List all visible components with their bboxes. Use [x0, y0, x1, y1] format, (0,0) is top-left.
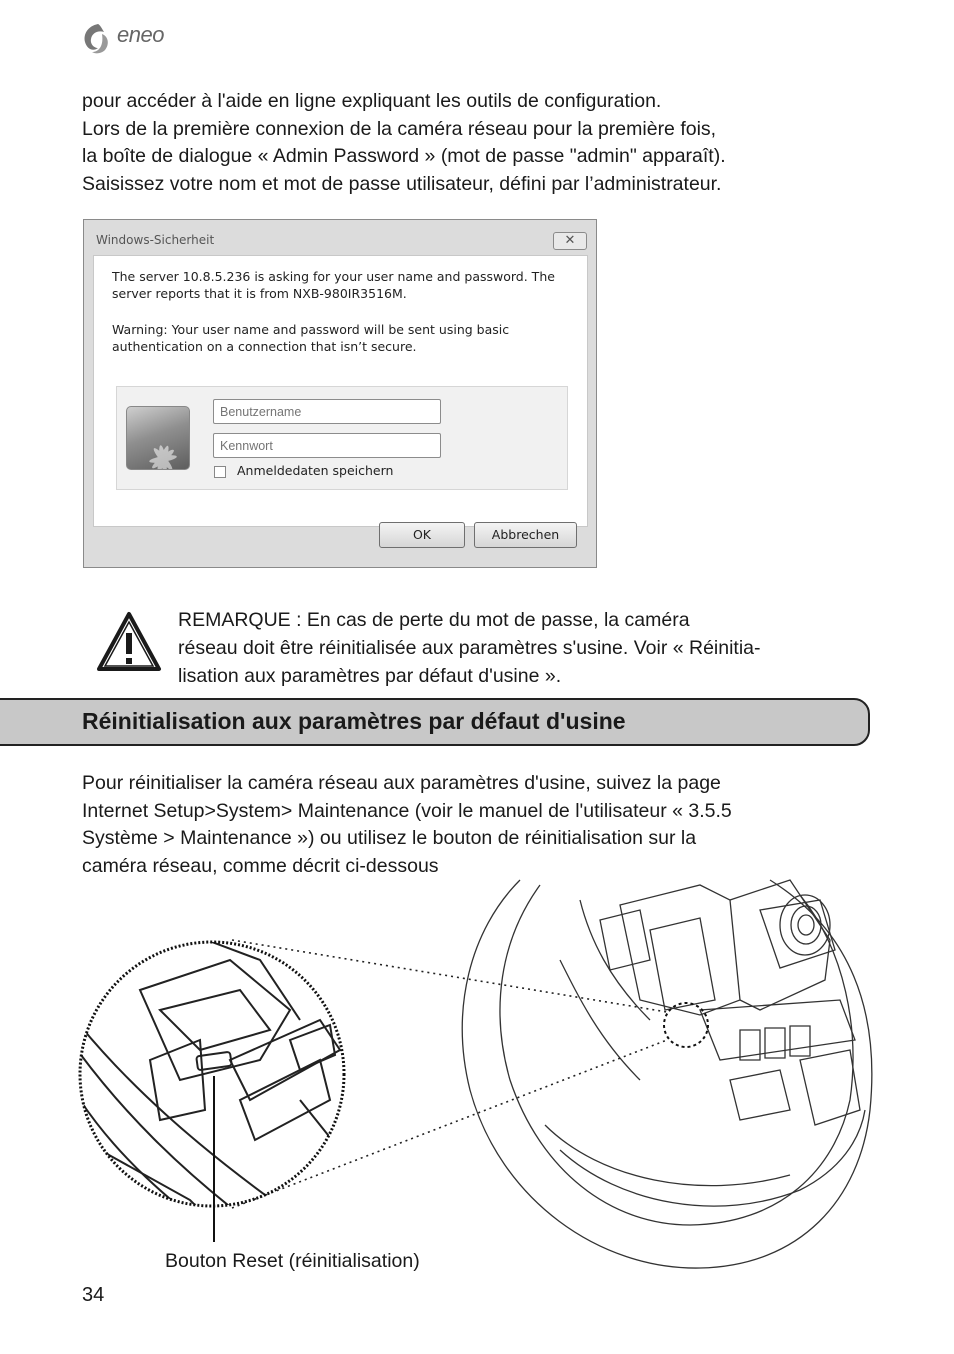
leader-line-bottom [232, 1040, 667, 1208]
magnifier-circle [80, 942, 344, 1206]
dialog-content [93, 255, 588, 527]
note-line: lisation aux paramètres par défaut d'usine ». [178, 665, 562, 687]
camera-dome-drawing [462, 880, 872, 1268]
warning-triangle-icon [96, 611, 162, 673]
camera-reset-illustration [0, 860, 954, 1290]
login-dialog [83, 219, 597, 568]
intro-line: Saisissez votre nom et mot de passe utilisateur, défini par l’administrateur. [82, 172, 722, 195]
security-warning-line: authentication on a connection that isn’t secure. [112, 339, 417, 354]
close-button[interactable]: ✕ [553, 232, 587, 250]
user-avatar [126, 406, 190, 470]
security-warning-line: Warning: Your user name and password will be sent using basic [112, 322, 510, 337]
intro-line: Lors de la première connexion de la caméra réseau pour la première fois, [82, 117, 717, 140]
logo-wordmark: eneo [117, 22, 164, 47]
intro-line: pour accéder à l'aide en ligne expliquant les outils de configuration. [82, 90, 662, 112]
security-warning [112, 321, 509, 355]
section-line: Internet Setup>System> Maintenance (voir le manuel de l'utilisateur « 3.5.5 [82, 799, 732, 822]
server-message [112, 268, 555, 302]
section-line: Pour réinitialiser la caméra réseau aux paramètres d'usine, suivez la page [82, 772, 721, 794]
reset-highlight-circle [664, 1003, 708, 1047]
leader-line-top [232, 940, 667, 1012]
cancel-button[interactable]: Abbrechen [474, 522, 577, 548]
username-field[interactable] [213, 399, 441, 424]
page-number: 34 [82, 1284, 105, 1306]
section-line: Système > Maintenance ») ou utilisez le bouton de réinitialisation sur la [82, 827, 697, 849]
server-message-line: server reports that it is from NXB-980IR3516M. [112, 286, 407, 301]
section-line: caméra réseau, comme décrit ci-dessous [82, 854, 439, 877]
note-line: réseau doit être réinitialisée aux paramètres s'usine. Voir « Réinitia- [178, 637, 761, 659]
reset-button-caption: Bouton Reset (réinitialisation) [165, 1250, 420, 1272]
credentials-panel [116, 386, 568, 490]
dialog-title: Windows-Sicherheit [96, 233, 215, 247]
flower-icon [127, 407, 190, 470]
note-line: REMARQUE : En cas de perte du mot de passe, la caméra [178, 609, 690, 631]
remember-label: Anmeldedaten speichern [237, 463, 394, 478]
section-heading: Réinitialisation aux paramètres par défaut d'usine [82, 708, 626, 734]
magnified-detail [60, 930, 340, 1250]
note-text [178, 606, 761, 690]
remember-checkbox[interactable] [214, 466, 226, 478]
intro-line: la boîte de dialogue « Admin Password » (mot de passe "admin" apparaît). [82, 145, 726, 167]
server-message-line: The server 10.8.5.236 is asking for your user name and password. The [112, 269, 555, 284]
password-field[interactable] [213, 433, 441, 458]
intro-paragraph [82, 88, 726, 198]
ok-button[interactable]: OK [379, 522, 465, 548]
